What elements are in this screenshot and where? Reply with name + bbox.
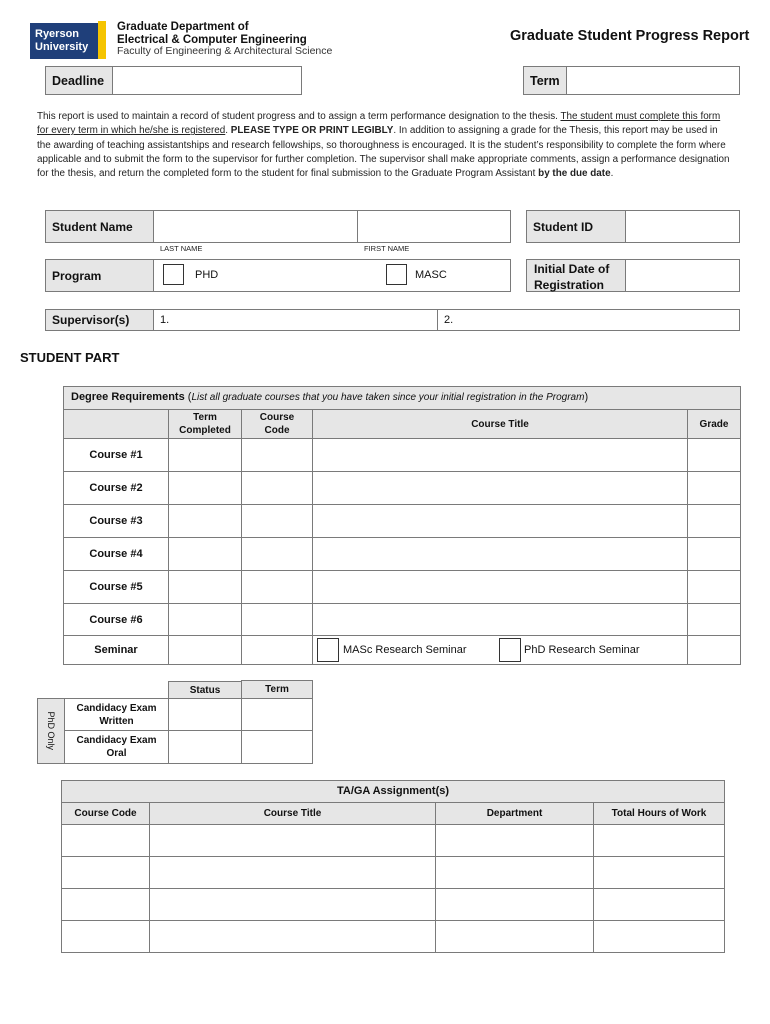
- initial-date-line1: Initial Date of: [534, 262, 610, 276]
- intro-text-5: . In addition to assigning a grade for the Thesis, this report may be used in the awarding of teaching assistantships and research fellowships, so thoroughness is encouraged. It is the student’s responsibility to complete the form where applicable and to submit the form to the supervisor for further completion. The supervisor shall make appropriate comments, assign a performance designation for the thesis, and return the completed form to the student for final submission to the Graduate Program Assistant: [37, 125, 730, 180]
- term-label: Term: [523, 66, 567, 95]
- phd-only-text: PhD Only: [46, 711, 56, 751]
- initial-date-field[interactable]: [625, 259, 740, 292]
- ta-department-field[interactable]: [435, 888, 594, 921]
- ta-department-field[interactable]: [435, 824, 594, 857]
- course-code-field[interactable]: [241, 504, 313, 538]
- course-row-label: Course #1: [63, 438, 169, 472]
- course-code-line2: Code: [264, 425, 290, 436]
- ta-course-code-header: Course Code: [61, 802, 150, 825]
- department-line1: Graduate Department of: [117, 21, 249, 33]
- ta-title-field[interactable]: [149, 856, 436, 889]
- first-name-caption: FIRST NAME: [364, 244, 410, 253]
- ta-title-field[interactable]: [149, 824, 436, 857]
- course-row-label: Course #2: [63, 471, 169, 505]
- course-title-header: Course Title: [312, 409, 688, 439]
- term-field[interactable]: [566, 66, 740, 95]
- course-term-field[interactable]: [168, 504, 242, 538]
- course-row-label: Course #4: [63, 537, 169, 571]
- ta-hours-field[interactable]: [593, 888, 725, 921]
- course-grade-field[interactable]: [687, 603, 741, 637]
- course-title-field[interactable]: [312, 537, 688, 571]
- term-completed-line2: Completed: [179, 425, 231, 436]
- ta-department-field[interactable]: [435, 920, 594, 953]
- candidacy-oral-line1: Candidacy Exam: [76, 735, 157, 746]
- degree-title-bold: Degree Requirements: [71, 391, 185, 403]
- degree-header-blank: [63, 409, 169, 439]
- course-title-field[interactable]: [312, 438, 688, 472]
- phd-seminar-checkbox[interactable]: [499, 638, 521, 662]
- university-logo: [30, 23, 98, 59]
- course-grade-field[interactable]: [687, 471, 741, 505]
- student-id-field[interactable]: [625, 210, 740, 243]
- intro-underlined: The student must complete this form for every term in which he/she is registered: [37, 111, 721, 137]
- deadline-label: Deadline: [45, 66, 113, 95]
- ta-hours-header: Total Hours of Work: [593, 802, 725, 825]
- intro-text-3: .: [225, 125, 231, 137]
- supervisor-label: Supervisor(s): [45, 309, 154, 331]
- student-id-label: Student ID: [526, 210, 626, 243]
- course-code-field[interactable]: [241, 603, 313, 637]
- ta-title-field[interactable]: [149, 888, 436, 921]
- course-term-field[interactable]: [168, 537, 242, 571]
- term-completed-header: [168, 409, 242, 439]
- course-code-field[interactable]: [241, 471, 313, 505]
- document-title: Graduate Student Progress Report: [510, 28, 750, 44]
- degree-requirements-title: [63, 386, 741, 410]
- supervisor-2-field[interactable]: 2.: [437, 309, 740, 331]
- program-label: Program: [45, 259, 154, 292]
- grade-header: Grade: [687, 409, 741, 439]
- department-line2: Electrical & Computer Engineering: [117, 34, 307, 46]
- candidacy-written-line1: Candidacy Exam: [76, 702, 157, 714]
- ta-hours-field[interactable]: [593, 920, 725, 953]
- course-code-field[interactable]: [241, 438, 313, 472]
- candidacy-written-term-field[interactable]: [241, 698, 313, 731]
- candidacy-oral-status-field[interactable]: [168, 730, 242, 764]
- degree-title-close: ): [584, 391, 589, 403]
- masc-seminar-label: MASc Research Seminar: [343, 644, 467, 656]
- degree-title-open: (: [184, 391, 192, 403]
- course-row-label: Course #6: [63, 603, 169, 637]
- faculty-name: Faculty of Engineering & Architectural Science: [117, 45, 333, 57]
- course-code-line1: Course: [259, 412, 295, 423]
- intro-bold-due-date: by the due date: [538, 168, 611, 180]
- initial-date-line2: Registration: [534, 278, 605, 292]
- phd-only-side-label: [37, 698, 65, 764]
- first-name-field[interactable]: [357, 210, 511, 243]
- intro-text-7: .: [610, 168, 614, 180]
- course-title-field[interactable]: [312, 471, 688, 505]
- term-completed-line1: Term: [193, 412, 217, 423]
- last-name-caption: LAST NAME: [160, 244, 203, 253]
- ta-hours-field[interactable]: [593, 824, 725, 857]
- deadline-field[interactable]: [112, 66, 302, 95]
- course-term-field[interactable]: [168, 603, 242, 637]
- course-term-field[interactable]: [168, 570, 242, 604]
- degree-title-italic: List all graduate courses that you have taken since your initial registration in the Program: [191, 392, 585, 403]
- candidacy-status-header: Status: [168, 681, 242, 699]
- course-grade-field[interactable]: [687, 504, 741, 538]
- phd-checkbox[interactable]: [163, 264, 184, 285]
- intro-bold-legibly: PLEASE TYPE OR PRINT LEGIBLY: [230, 125, 394, 137]
- logo-line2: University: [35, 41, 89, 53]
- course-title-field[interactable]: [312, 603, 688, 637]
- candidacy-written-line2: Written: [99, 715, 134, 727]
- student-name-label: Student Name: [45, 210, 154, 243]
- course-row-label: Course #5: [63, 570, 169, 604]
- seminar-code-field[interactable]: [241, 635, 313, 665]
- seminar-grade-field[interactable]: [687, 635, 741, 665]
- course-grade-field[interactable]: [687, 537, 741, 571]
- course-term-field[interactable]: [168, 438, 242, 472]
- ta-ga-title: TA/GA Assignment(s): [61, 780, 725, 803]
- course-row-label: Course #3: [63, 504, 169, 538]
- phd-seminar-label: PhD Research Seminar: [524, 644, 640, 656]
- course-code-field[interactable]: [241, 537, 313, 571]
- student-part-heading: STUDENT PART: [20, 350, 120, 365]
- ta-code-field[interactable]: [61, 888, 150, 921]
- seminar-term-field[interactable]: [168, 635, 242, 665]
- intro-paragraph: [37, 110, 733, 181]
- course-title-field[interactable]: [312, 570, 688, 604]
- last-name-field[interactable]: [153, 210, 358, 243]
- course-term-field[interactable]: [168, 471, 242, 505]
- candidacy-oral-label: [64, 730, 169, 764]
- candidacy-term-header: Term: [241, 680, 313, 699]
- ta-department-field[interactable]: [435, 856, 594, 889]
- candidacy-written-label: [64, 698, 169, 731]
- supervisor-1-field[interactable]: 1.: [153, 309, 438, 331]
- ta-course-title-header: Course Title: [149, 802, 436, 825]
- ta-code-field[interactable]: [61, 920, 150, 953]
- masc-option-label: MASC: [415, 269, 447, 281]
- ta-department-header: Department: [435, 802, 594, 825]
- candidacy-written-status-field[interactable]: [168, 698, 242, 731]
- course-grade-field[interactable]: [687, 570, 741, 604]
- ta-title-field[interactable]: [149, 920, 436, 953]
- logo-line1: Ryerson: [35, 28, 80, 40]
- initial-date-label: [526, 259, 626, 292]
- course-grade-field[interactable]: [687, 438, 741, 472]
- candidacy-oral-term-field[interactable]: [241, 730, 313, 764]
- course-code-header: [241, 409, 313, 439]
- candidacy-oral-line2: Oral: [106, 748, 127, 759]
- course-title-field[interactable]: [312, 504, 688, 538]
- course-code-field[interactable]: [241, 570, 313, 604]
- ta-hours-field[interactable]: [593, 856, 725, 889]
- masc-checkbox[interactable]: [386, 264, 407, 285]
- ta-code-field[interactable]: [61, 824, 150, 857]
- intro-text-1: This report is used to maintain a record of student progress and to assign a term performance designation to the thesis.: [37, 111, 561, 122]
- masc-seminar-checkbox[interactable]: [317, 638, 339, 662]
- ta-code-field[interactable]: [61, 856, 150, 889]
- phd-option-label: PHD: [195, 269, 219, 281]
- seminar-label: Seminar: [63, 635, 169, 665]
- logo-accent-bar: [98, 21, 106, 59]
